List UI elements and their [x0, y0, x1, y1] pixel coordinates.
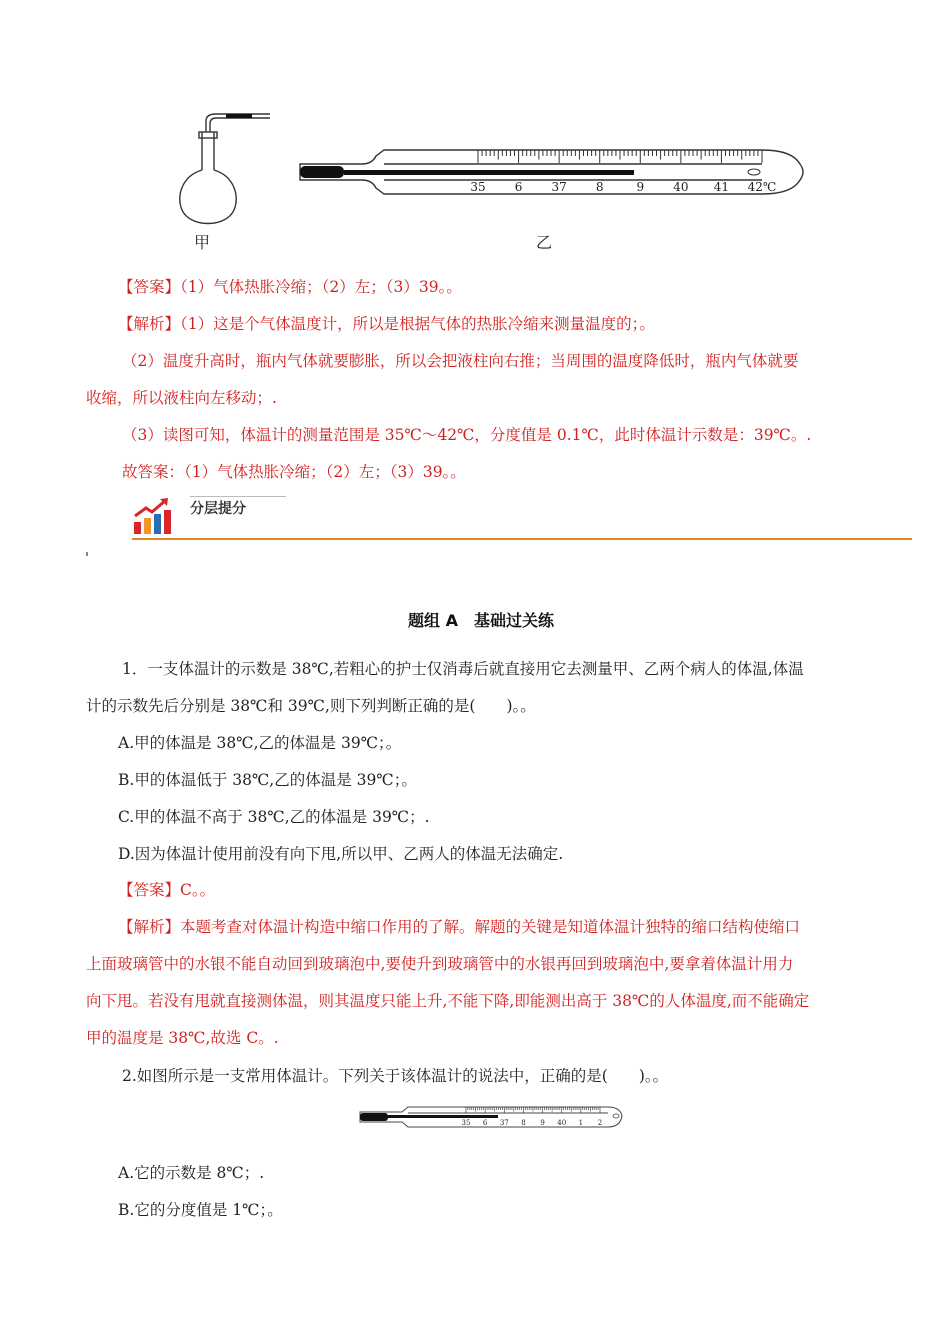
answer-line: [118, 276, 462, 298]
label-jia: 甲: [194, 233, 211, 252]
q1-analysis-line-4: 甲的温度是 38℃,故选 C。.: [86, 1029, 279, 1047]
label-yi: 乙: [536, 233, 553, 252]
thermometer-scale-label: 6: [514, 180, 523, 194]
small-thermometer-scale-label: 6: [482, 1119, 488, 1127]
q1-analysis-tag: 【解析】: [118, 918, 181, 936]
q1-answer-line: [118, 879, 215, 901]
q1-analysis-text-1: 本题考查对体温计构造中缩口作用的了解。解题的关键是知道体温计独特的缩口结构使缩口: [180, 918, 801, 936]
thermometer-scale-label: 8: [595, 180, 604, 194]
small-thermometer-scale-label: 1: [578, 1119, 584, 1127]
q1-answer-tag: 【答案】: [118, 881, 181, 899]
section-rule: [132, 538, 912, 540]
analysis-line-2b: 收缩，所以液柱向左移动；.: [86, 389, 277, 407]
answer-text: （1）气体热胀冷缩；（2）左；（3）39。。: [180, 278, 462, 296]
section-header: [132, 494, 912, 544]
q1-option-c: C.甲的体温不高于 38℃,乙的体温是 39℃；.: [118, 808, 430, 826]
figure-gas-thermometer-and-clinical-thermometer: [170, 110, 820, 260]
clinical-thermometer-large: [292, 142, 812, 202]
thermometer-scale-label: 42℃: [747, 180, 777, 194]
thermometer-scale-label: 35: [470, 180, 486, 194]
thermometer-scale-label: 40: [673, 180, 689, 194]
small-thermometer-scale-label: 40: [557, 1119, 567, 1127]
q2-option-b: B.它的分度值是 1℃；。: [118, 1201, 283, 1219]
analysis-line-1: [118, 313, 655, 335]
q1-analysis-line-1: [118, 916, 800, 938]
section-title: 分层提分: [190, 501, 246, 517]
flask-illustration: [170, 110, 280, 230]
growth-chart-icon: [132, 496, 178, 536]
small-thermometer-scale-label: 9: [540, 1119, 545, 1127]
small-thermometer-scale-label: 37: [499, 1119, 509, 1127]
q1-analysis-line-3: 向下甩。若没有甩就直接测体温，则其温度只能上升,不能下降,即能测出高于 38℃的人体温度,而不能确定: [86, 992, 810, 1010]
q1-answer-text: C。。: [180, 881, 216, 899]
analysis-tag: 【解析】: [118, 315, 181, 333]
q1-stem-line-2: 计的示数先后分别是 38℃和 39℃,则下列判断正确的是( )。。: [86, 697, 536, 715]
answer-tag: 【答案】: [118, 278, 181, 296]
thermometer-scale-label: 9: [636, 180, 645, 194]
analysis-line-2a: （2）温度升高时，瓶内气体就要膨胀，所以会把液柱向右推；当周围的温度降低时，瓶内气体就要: [122, 352, 799, 370]
thermometer-scale-label: 37: [551, 180, 567, 194]
q1-option-a: A.甲的体温是 38℃,乙的体温是 39℃；。: [118, 734, 402, 752]
thermometer-scale-label: 41: [713, 180, 730, 194]
q1-option-b: B.甲的体温低于 38℃,乙的体温是 39℃；。: [118, 771, 417, 789]
analysis-line-3: （3）读图可知，体温计的测量范围是 35℃～42℃，分度值是 0.1℃，此时体温计示数是：39℃。.: [122, 426, 812, 444]
analysis-text-1: （1）这是个气体温度计，所以是根据气体的热胀冷缩来测量温度的；。: [180, 315, 655, 333]
section-title-underline: [190, 496, 286, 497]
q2-option-a: A.它的示数是 8℃；.: [118, 1164, 265, 1182]
q1-option-d: D.因为体温计使用前没有向下甩,所以甲、乙两人的体温无法确定.: [118, 845, 564, 863]
small-thermometer-scale-label: 8: [521, 1119, 526, 1127]
group-title: 题组 A 基础过关练: [408, 611, 554, 630]
small-thermometer-scale-label: 35: [461, 1119, 471, 1127]
stray-mark: [86, 552, 88, 556]
clinical-thermometer-small: [358, 1101, 630, 1133]
small-thermometer-scale-label: 2: [597, 1119, 603, 1127]
q1-analysis-line-2: 上面玻璃管中的水银不能自动回到玻璃泡中,要使升到玻璃管中的水银再回到玻璃泡中,要拿着体温计用力: [86, 955, 794, 973]
conclusion-line: 故答案：（1）气体热胀冷缩；（2）左；（3）39。。: [122, 463, 466, 481]
q1-stem-line-1: 1．一支体温计的示数是 38℃,若粗心的护士仅消毒后就直接用它去测量甲、乙两个病人的体温,体温: [122, 660, 804, 678]
q2-stem: 2.如图所示是一支常用体温计。下列关于该体温计的说法中，正确的是( )。。: [122, 1067, 669, 1085]
